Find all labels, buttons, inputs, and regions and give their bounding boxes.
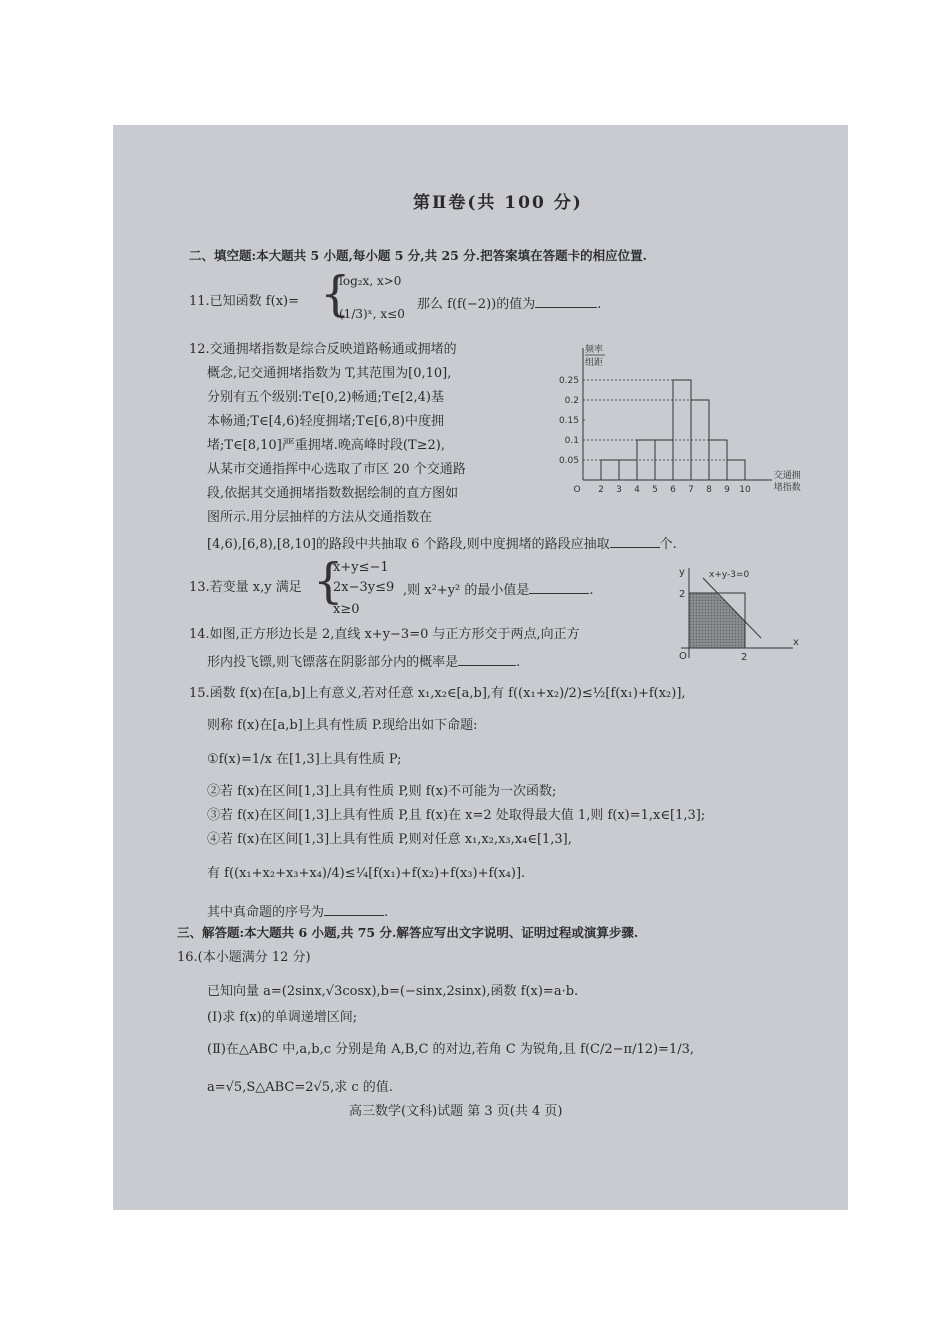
q15-line1: 15.函数 f(x)在[a,b]上有意义,若对任意 x₁,x₂∈[a,b],有 f((x₁+x₂)/2)≤½[f(x₁)+f(x₂)], bbox=[189, 686, 686, 701]
x-tick-label: 2 bbox=[741, 652, 748, 663]
q14-line2-text: 形内投飞镖,则飞镖落在阴影部分内的概率是 bbox=[207, 655, 459, 670]
q12-line: 图所示.用分层抽样的方法从交通指数在 bbox=[207, 510, 433, 525]
histogram-chart bbox=[543, 340, 801, 510]
y-axis-label: y bbox=[679, 567, 685, 578]
q12-last-text: [4,6),[6,8),[8,10]的路段中共抽取 6 个路段,则中度拥堵的路段应抽取 bbox=[207, 537, 610, 552]
x-tick-label: 9 bbox=[724, 485, 730, 495]
x-axis-label-bottom: 堵指数 bbox=[773, 483, 801, 493]
x-tick-label: 10 bbox=[739, 485, 751, 495]
exam-page bbox=[113, 125, 848, 1210]
x-tick-label: 6 bbox=[670, 485, 676, 495]
x-tick-label: O bbox=[573, 485, 581, 495]
q12-answer-blank bbox=[610, 535, 660, 548]
y-tick-label: 0.15 bbox=[558, 416, 579, 426]
q13-suffix bbox=[403, 581, 594, 597]
q12-line: 12.交通拥堵指数是综合反映道路畅通或拥堵的 bbox=[189, 342, 457, 357]
q13-answer-blank bbox=[529, 581, 589, 594]
q13-c2: 2x−3y≤9 bbox=[333, 580, 395, 595]
q11-prefix: 11.已知函数 f(x)= bbox=[189, 294, 299, 309]
x-tick-label: 5 bbox=[652, 485, 658, 495]
histogram-bar bbox=[673, 380, 691, 480]
x-tick-label: 2 bbox=[598, 485, 604, 495]
q11-answer-blank bbox=[535, 295, 597, 308]
q16-part2: (Ⅱ)在△ABC 中,a,b,c 分别是角 A,B,C 的对边,若角 C 为锐角,且 f(C/2−π/12)=1/3, bbox=[207, 1042, 695, 1057]
page-footer: 高三数学(文科)试题 第 3 页(共 4 页) bbox=[349, 1104, 563, 1119]
q11-case1: log₂x, x>0 bbox=[339, 274, 402, 288]
q15-prop3: ③若 f(x)在区间[1,3]上具有性质 P,且 f(x)在 x=2 处取得最大值 1,则 f(x)=1,x∈[1,3]; bbox=[207, 808, 706, 823]
q15-answer-blank bbox=[324, 903, 384, 916]
q12-line: 从某市交通指挥中心选取了市区 20 个交通路 bbox=[207, 462, 466, 477]
q12-line: 堵;T∈[8,10]严重拥堵.晚高峰时段(T≥2), bbox=[207, 438, 446, 453]
q12-line: 段,依据其交通拥堵指数数据绘制的直方图如 bbox=[207, 486, 459, 501]
q16-given: 已知向量 a=(2sinx,√3cosx),b=(−sinx,2sinx),函数 f(x)=a·b. bbox=[207, 984, 579, 999]
x-tick-label: 8 bbox=[706, 485, 712, 495]
q12-line: 概念,记交通拥堵指数为 T,其范围为[0,10], bbox=[207, 366, 452, 381]
histogram-bar bbox=[619, 460, 637, 480]
q13-c3: x≥0 bbox=[333, 602, 360, 617]
line-label: x+y-3=0 bbox=[709, 570, 750, 580]
histogram-bar bbox=[601, 460, 619, 480]
part2-header: 二、填空题:本大题共 5 小题,每小题 5 分,共 25 分.把答案填在答题卡的相应位置. bbox=[189, 248, 647, 263]
q13-c1: x+y≤−1 bbox=[333, 560, 389, 575]
q15-end: . bbox=[384, 905, 389, 920]
q15-prop4b: 有 f((x₁+x₂+x₃+x₄)/4)≤¼[f(x₁)+f(x₂)+f(x₃)+f(x₄)]. bbox=[207, 866, 526, 881]
y-axis-label-bottom: 组距 bbox=[585, 358, 604, 368]
x-tick-label: 7 bbox=[688, 485, 694, 495]
y-tick-label: 0.05 bbox=[558, 456, 579, 466]
q15-answer-text: 其中真命题的序号为 bbox=[207, 905, 325, 920]
section-title: 第Ⅱ卷(共 100 分) bbox=[413, 193, 583, 213]
q11-end: . bbox=[597, 297, 602, 312]
q11-brace: { bbox=[320, 266, 351, 322]
shaded-region bbox=[689, 593, 745, 648]
q12-line: 分别有五个级别:T∈[0,2)畅通;T∈[2,4)基 bbox=[207, 390, 444, 405]
q15-prop4: ④若 f(x)在区间[1,3]上具有性质 P,则对任意 x₁,x₂,x₃,x₄∈[1,3], bbox=[207, 832, 572, 847]
q13-suffix-text: ,则 x²+y² 的最小值是 bbox=[403, 583, 530, 598]
q11-case2: (1/3)ˣ, x≤0 bbox=[339, 307, 405, 321]
q14-line1: 14.如图,正方形边长是 2,直线 x+y−3=0 与正方形交于两点,向正方 bbox=[189, 627, 580, 642]
x-axis-label: x bbox=[793, 637, 799, 648]
square-figure bbox=[671, 563, 801, 663]
q13-end: . bbox=[589, 583, 594, 598]
y-tick-label: 0.25 bbox=[558, 376, 579, 386]
q15-answer bbox=[207, 903, 388, 919]
part3-header: 三、解答题:本大题共 6 小题,共 75 分.解答应写出文字说明、证明过程或演算步骤. bbox=[177, 925, 639, 940]
q14-answer-blank bbox=[458, 653, 516, 666]
q12-last-line bbox=[207, 535, 677, 551]
y-tick-label: 2 bbox=[679, 589, 686, 600]
q14-line2 bbox=[207, 653, 520, 669]
x-tick-label: 4 bbox=[634, 485, 640, 495]
x-axis-label-top: 交通拥 bbox=[773, 471, 801, 481]
q14-end: . bbox=[516, 655, 521, 670]
q16-part2b: a=√5,S△ABC=2√5,求 c 的值. bbox=[207, 1080, 393, 1095]
q11-suffix bbox=[417, 295, 601, 311]
origin-label: O bbox=[679, 651, 687, 662]
y-tick-label: 0.1 bbox=[564, 436, 579, 446]
q16-part1: (Ⅰ)求 f(x)的单调递增区间; bbox=[207, 1010, 358, 1025]
y-tick-label: 0.2 bbox=[564, 396, 579, 406]
q11-suffix-text: 那么 f(f(−2))的值为 bbox=[417, 297, 536, 312]
q12-last-suffix: 个. bbox=[659, 537, 677, 552]
q15-line2: 则称 f(x)在[a,b]上具有性质 P.现给出如下命题: bbox=[207, 718, 478, 733]
q13-brace: { bbox=[313, 553, 344, 609]
q15-prop1: ①f(x)=1/x 在[1,3]上具有性质 P; bbox=[207, 752, 402, 767]
x-tick-label: 3 bbox=[616, 485, 622, 495]
q13-prefix: 13.若变量 x,y 满足 bbox=[189, 580, 302, 595]
y-axis-label-top: 频率 bbox=[585, 345, 604, 355]
q15-prop2: ②若 f(x)在区间[1,3]上具有性质 P,则 f(x)不可能为一次函数; bbox=[207, 784, 557, 799]
q16-title: 16.(本小题满分 12 分) bbox=[177, 950, 311, 965]
q12-line: 本畅通;T∈[4,6)轻度拥堵;T∈[6,8)中度拥 bbox=[207, 414, 444, 429]
histogram-bar bbox=[727, 460, 745, 480]
